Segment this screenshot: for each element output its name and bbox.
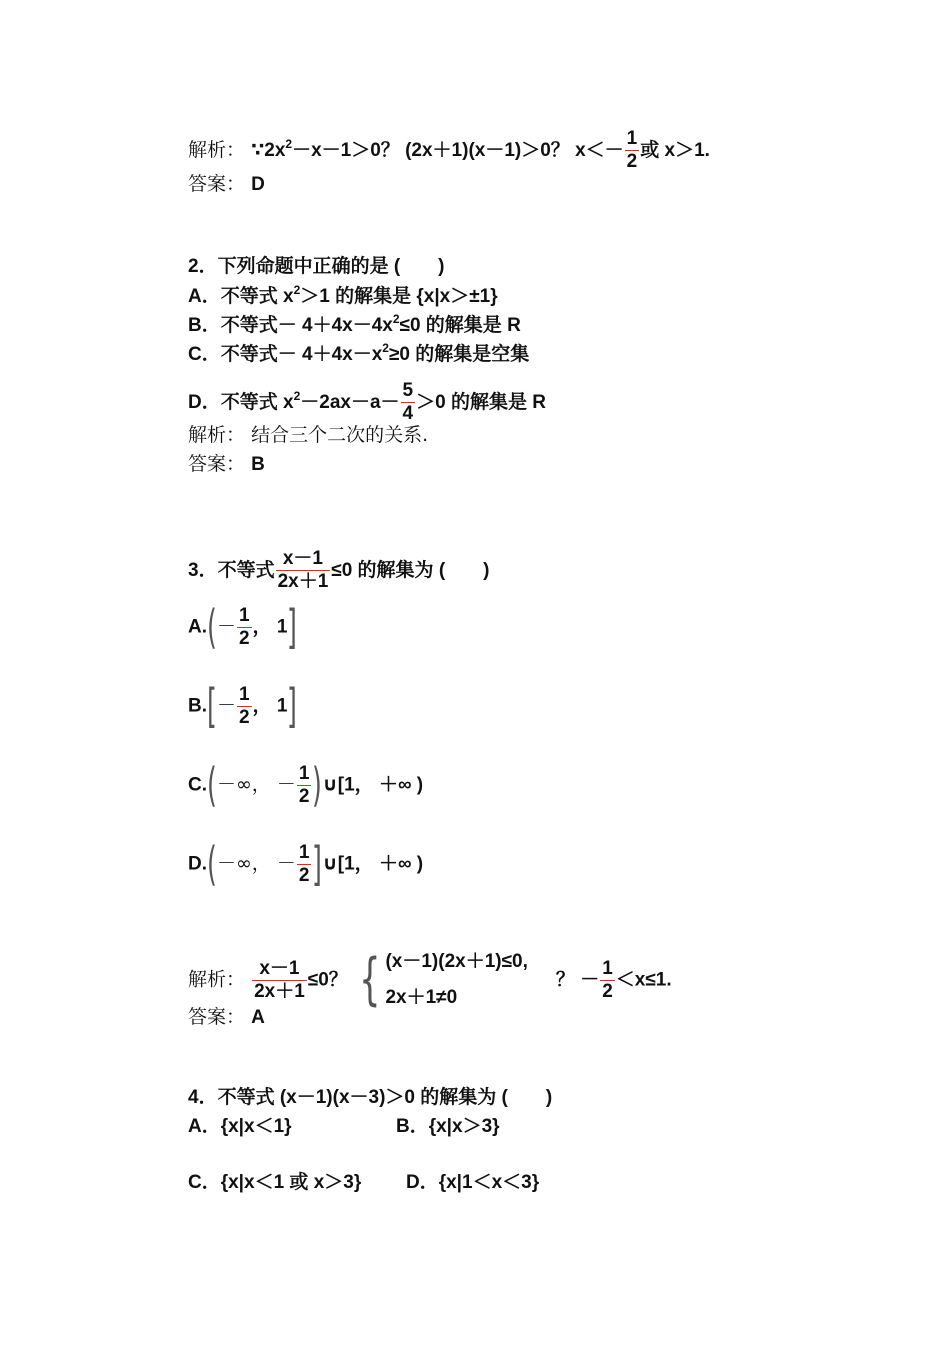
q2-option-b: B．不等式－ $4+4x-4x^2\le 0$ 的解集是 R [188,312,521,336]
q2-option-d: D．不等式 $x^2-2ax-a-$ $\frac{5}{4}$ ＞0 的解集是 R [188,380,546,424]
q3-analysis: 解析： $\frac{x-1}{2x+1}$ ≤0？ { (x－1)(2x＋1)≤0, 2x＋1≠0 ？ － $\frac{1}{2}$ ＜x≤1. [188,944,672,1016]
q3-answer: 答案： A [188,1006,265,1028]
q3-stem-fraction: $\frac{x-1}{2x+1}$ [277,548,329,592]
q1-answer: 答案： D [188,173,265,195]
q4-option-a: A．{x|x＜1} [188,1116,292,1137]
q2-analysis: 解析： 结合三个二次的关系. [188,424,429,446]
system-brace: { [358,947,381,1012]
q3-option-b: B.[－ $\frac{1}{2}$ ， 1] [188,679,298,733]
q3-option-a: A.(－ $\frac{1}{2}$ ， 1] [188,600,298,654]
q2-option-c: C．不等式－ $4+4x-x^2\ge 0$ 的解集是空集 [188,341,530,365]
q3-option-d: D.(－∞， － $\frac{1}{2}$ ]∪[1， ＋∞ ) [188,837,424,891]
q1-fraction: $\frac{1}{2}$ [626,128,638,172]
q2-stem: 2．下列命题中正确的是 ( ) [188,256,445,277]
q4-option-b: B．{x|x＞3} [396,1116,500,1137]
q2-option-a: A．不等式 $x^2>1$ 的解集是 {x|x＞±1} [188,283,498,307]
q1-analysis: 解析： $\because 2x^2-x-1>0$？ (2x＋1)(x－1)＞0？ x＜－ $\frac{1}{2}$ 或 x＞1. [188,128,710,172]
q2-fraction: $\frac{5}{4}$ [402,380,414,424]
q2-answer: 答案： B [188,453,265,475]
q4-option-d: D．{x|1＜x＜3} [406,1172,540,1193]
q3-analysis-fraction: $\frac{x-1}{2x+1}$ [254,957,305,1002]
q3-option-c: C.(－∞， － $\frac{1}{2}$ )∪[1， ＋∞ ) [188,758,424,812]
inequality-system: (x－1)(2x＋1)≤0, 2x＋1≠0 [385,951,528,1008]
q3-stem: 3．不等式 $\frac{x-1}{2x+1}$ ≤0 的解集为 ( ) [188,548,490,592]
q4-option-c: C．{x|x＜1 或 x＞3} [188,1172,362,1193]
q4-stem: 4．不等式 (x－1)(x－3)＞0 的解集为 ( ) [188,1087,553,1108]
